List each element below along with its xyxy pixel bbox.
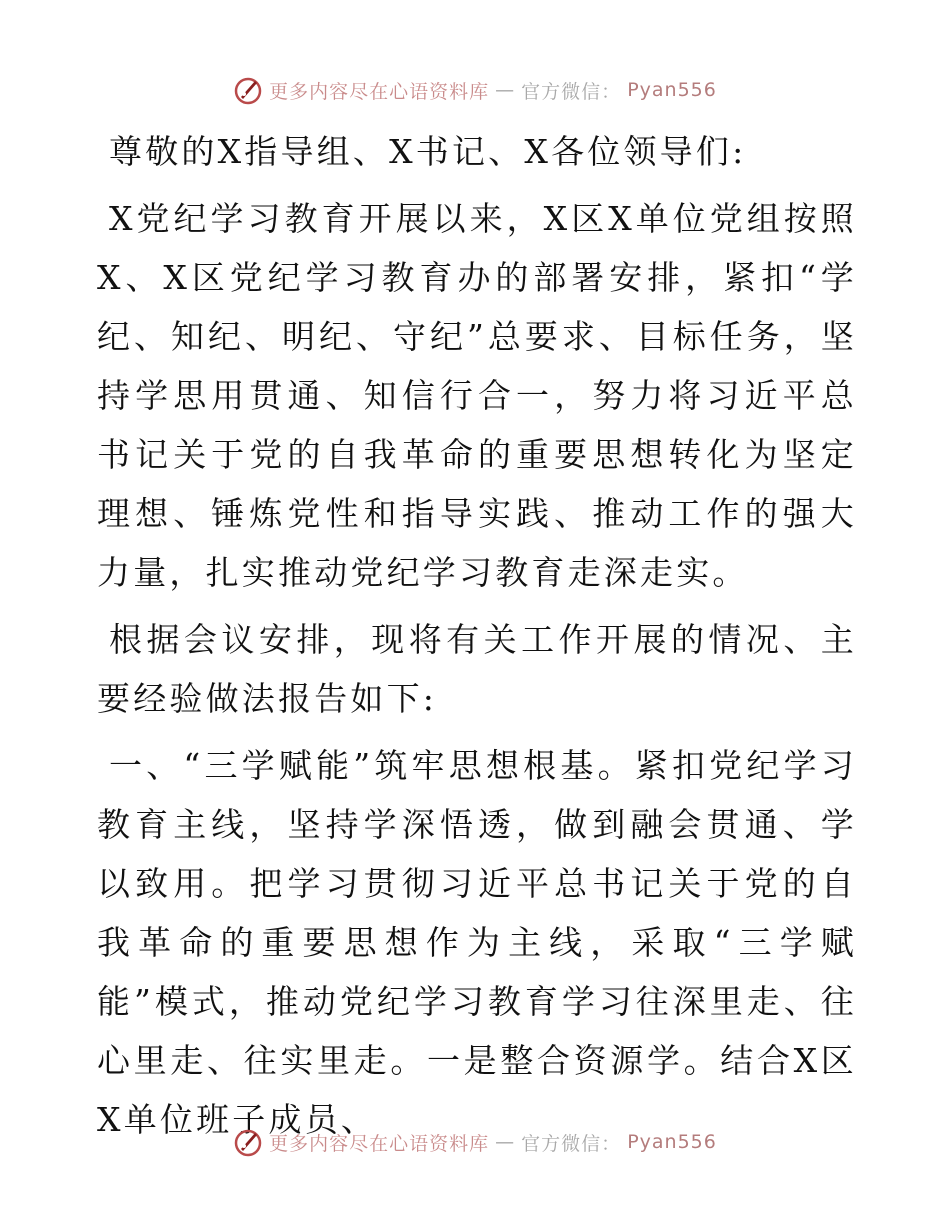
- document-body: [97, 122, 857, 1149]
- transition-paragraph: 根据会议安排，现将有关工作开展的情况、主要经验做法报告如下:: [97, 620, 857, 718]
- watermark-main-text: 更多内容尽在心语资料库: [269, 1132, 490, 1155]
- quill-pen-logo-icon: [233, 75, 263, 105]
- salutation: 尊敬的X指导组、X书记、X各位领导们:: [109, 132, 747, 171]
- watermark-wechat-id: Pyan556: [627, 1131, 717, 1153]
- section-one-paragraph: 一、“三学赋能”筑牢思想根基。紧扣党纪学习教育主线，坚持学深悟透，做到融会贯通、学以致用。把学习贯彻习近平总书记关于党的自我革命的重要思想作为主线，采取“三学赋能”模式，推动党纪学习教育学习往深里走、往心里走、往实里走。一是整合资源学。结合X区X单位班子成员、: [97, 746, 857, 1139]
- watermark-separator: —: [495, 1131, 516, 1153]
- watermark-main-text: 更多内容尽在心语资料库: [269, 80, 490, 103]
- header-watermark: [0, 70, 950, 110]
- quill-pen-logo-icon: [233, 1127, 263, 1157]
- watermark-separator: —: [495, 79, 516, 101]
- footer-watermark: [0, 1122, 950, 1162]
- watermark-wechat-id: Pyan556: [627, 79, 717, 101]
- watermark-wechat-label: 官方微信：: [521, 1132, 622, 1155]
- watermark-wechat-label: 官方微信：: [521, 80, 622, 103]
- intro-paragraph: X党纪学习教育开展以来，X区X单位党组按照X、X区党纪学习教育办的部署安排，紧扣“学纪、知纪、明纪、守纪”总要求、目标任务，坚持学思用贯通、知信行合一，努力将习近平总书记关于党的自我革命的重要思想转化为坚定理想、锤炼党性和指导实践、推动工作的强大力量，扎实推动党纪学习教育走深走实。: [97, 199, 857, 592]
